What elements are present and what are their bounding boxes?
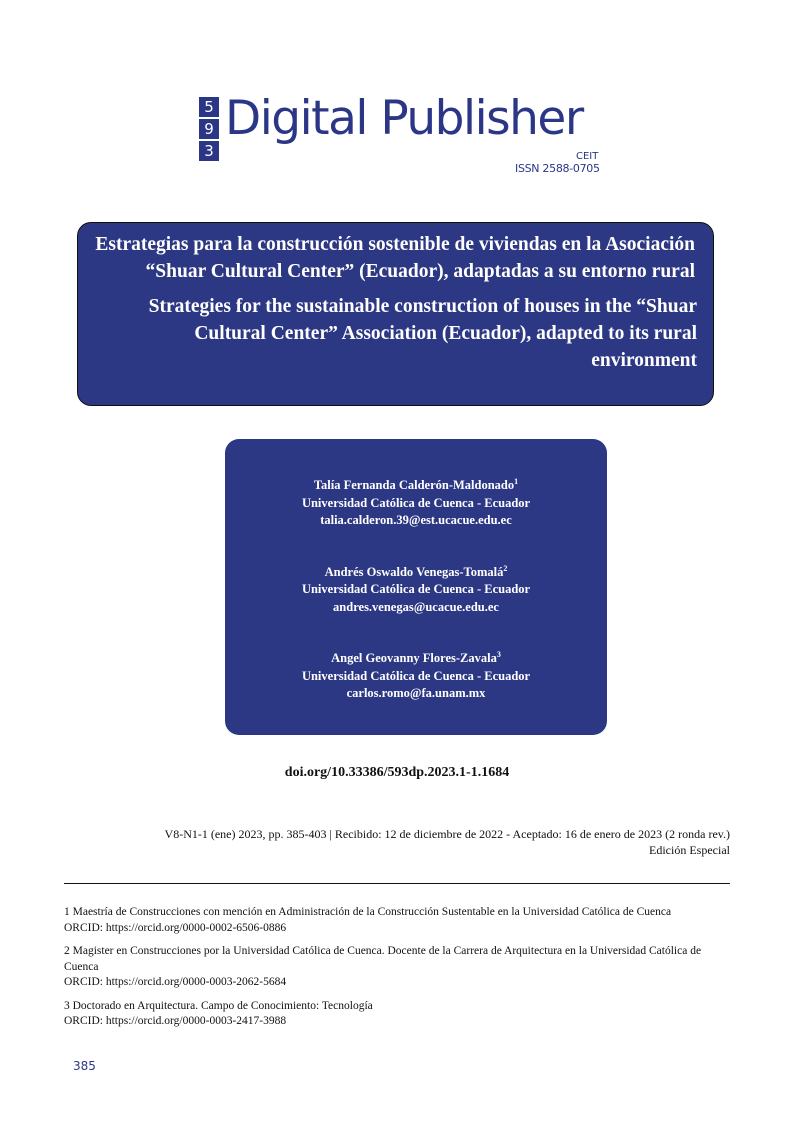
author-name: Angel Geovanny Flores-Zavala$^3$: [331, 649, 501, 665]
logo-digit: 3: [199, 141, 219, 161]
author-block: [225, 477, 607, 530]
authors-box: [225, 439, 607, 735]
doi-link[interactable]: doi.org/10.33386/593dp.2023.1-1.1684: [284, 765, 510, 780]
footnotes: [64, 905, 734, 1038]
logo-digit: 9: [199, 119, 219, 139]
footnote-orcid[interactable]: ORCID: https://orcid.org/0000-0002-6506-0886: [64, 921, 287, 934]
edition-label: Edición Especial: [649, 843, 730, 857]
footnote-text: 3 Doctorado en Arquitectura. Campo de Conocimiento: Tecnología: [64, 999, 373, 1012]
author-block: [225, 650, 607, 703]
author-affiliation: Universidad Católica de Cuenca - Ecuador: [301, 582, 531, 596]
footnote-orcid[interactable]: ORCID: https://orcid.org/0000-0003-2417-3988: [64, 1015, 287, 1027]
logo-number-block: [199, 97, 219, 163]
title-spanish: Estrategias para la construcción sostenible de viviendas en la Asociación “Shuar Cultural Center” (Ecuador), adaptadas a su entorno rural: [95, 234, 695, 282]
journal-logo: [199, 91, 619, 182]
logo-wordmark: Digital Publisher: [225, 91, 583, 146]
author-email[interactable]: carlos.romo@fa.unam.mx: [346, 686, 486, 700]
page-number: 385: [73, 1059, 96, 1073]
title-box: [77, 222, 714, 406]
author-email[interactable]: talia.calderon.39@est.ucacue.edu.ec: [320, 513, 512, 527]
footnote: [64, 905, 734, 936]
footnote-divider: [64, 883, 730, 884]
author-name: Andrés Oswaldo Venegas-Tomalá$^2$: [324, 563, 508, 579]
footnote-text: 1 Maestría de Construcciones con mención en Administración de la Construcción Sustentable en la Universidad Católica de Cuenca: [64, 906, 672, 918]
footnote-text: 2 Magister en Construcciones por la Universidad Católica de Cuenca. Docente de la Carrera de Arquitectura en la Universidad Católica de Cuenca: [64, 945, 702, 973]
author-name: Talía Fernanda Calderón-Maldonado$^1$: [313, 476, 519, 492]
author-footnote-ref: 2: [503, 563, 508, 573]
author-email[interactable]: andres.venegas@ucacue.edu.ec: [333, 599, 499, 614]
footnote-orcid[interactable]: ORCID: https://orcid.org/0000-0003-2062-5684: [64, 976, 287, 988]
footnote: [64, 999, 734, 1030]
title-english: Strategies for the sustainable construction of houses in the “Shuar Cultural Center” Association (Ecuador), adapted to its rural environment: [148, 296, 697, 371]
logo-ceit: CEIT: [576, 151, 599, 162]
logo-issn: ISSN 2588-0705: [515, 162, 600, 175]
author-block: [225, 564, 607, 617]
author-footnote-ref: 1: [514, 476, 519, 486]
logo-digit: 5: [199, 97, 219, 117]
publication-dates: V8-N1-1 (ene) 2023, pp. 385-403 | Recibido: 12 de diciembre de 2022 - Aceptado: 16 de enero de 2023 (2 ronda rev.): [164, 827, 730, 841]
publication-meta: [165, 826, 730, 858]
footnote: [64, 944, 734, 991]
author-footnote-ref: 3: [496, 649, 501, 659]
author-affiliation: Universidad Católica de Cuenca - Ecuador: [301, 495, 531, 510]
author-affiliation: Universidad Católica de Cuenca - Ecuador: [301, 668, 531, 683]
